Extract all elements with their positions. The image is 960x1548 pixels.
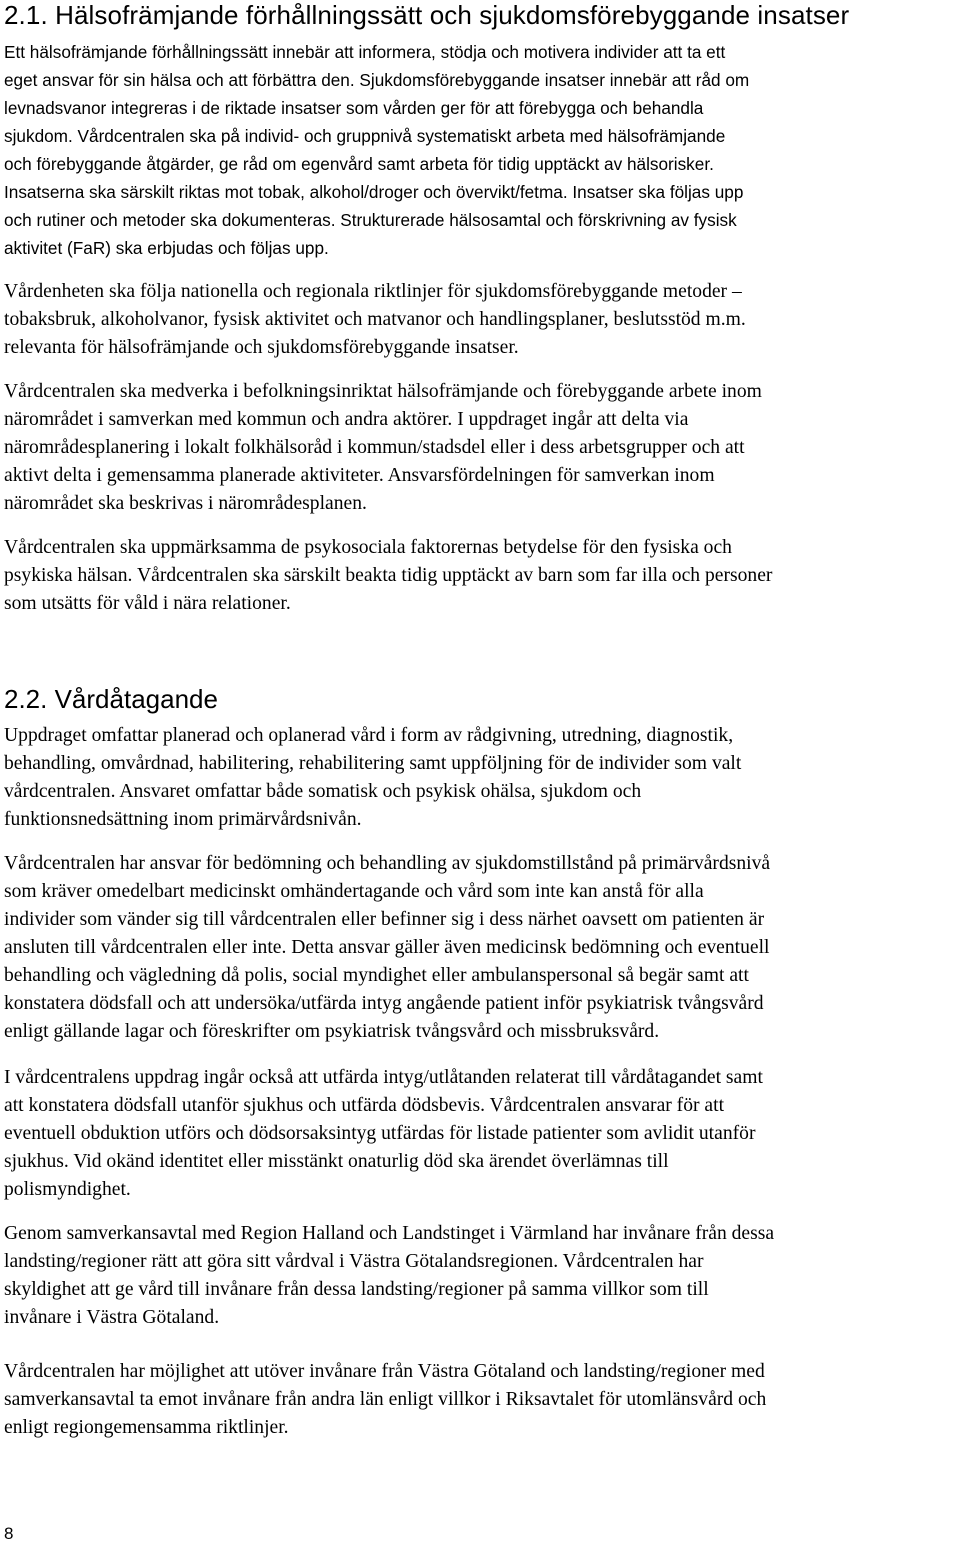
- paragraph-health-promotion: [4, 38, 960, 262]
- text-line: ansluten till vårdcentralen eller inte. Detta ansvar gäller även medicinsk bedömning och eventuell: [4, 937, 770, 958]
- text-line: skyldighet att ge vård till invånare från dessa landsting/regioner på samma villkor som till: [4, 1279, 709, 1300]
- text-line: närområdesplanering i lokalt folkhälsoråd i kommun/stadsdel eller i dess arbetsgrupper och att: [4, 437, 745, 458]
- text-line: att konstatera dödsfall utanför sjukhus och utfärda dödsbevis. Vårdcentralen ansvarar för att: [4, 1095, 725, 1116]
- text-line: invånare i Västra Götaland.: [4, 1307, 220, 1328]
- text-line: polismyndighet.: [4, 1179, 131, 1200]
- text-line: funktionsnedsättning inom primärvårdsnivån.: [4, 809, 362, 830]
- text-line: aktivt delta i gemensamma planerade aktiviteter. Ansvarsfördelningen för samverkan inom: [4, 465, 715, 486]
- text-line: Vårdcentralen ska medverka i befolkningsinriktat hälsofrämjande och förebyggande arbete inom: [4, 381, 762, 402]
- paragraph-care-scope: [4, 722, 960, 834]
- text-line: sjukhus. Vid okänd identitet eller misstänkt onaturlig död ska ärendet överlämnas till: [4, 1151, 669, 1172]
- text-line: och rutiner och metoder ska dokumenteras. Strukturerade hälsosamtal och förskrivning av fysisk: [4, 210, 737, 230]
- section-heading-2-1: 2.1. Hälsofrämjande förhållningssätt och sjukdomsförebyggande insatser: [4, 0, 850, 30]
- text-line: individer som vänder sig till vårdcentralen eller befinner sig i dess närhet oavsett om patienten är: [4, 909, 765, 930]
- text-line: psykiska hälsan. Vårdcentralen ska särskilt beakta tidig upptäckt av barn som far illa och personer: [4, 565, 773, 586]
- text-line: sjukdom. Vårdcentralen ska på individ- och gruppnivå systematiskt arbeta med hälsofrämjande: [4, 126, 726, 146]
- text-line: tobaksbruk, alkoholvanor, fysisk aktivitet och matvanor och handlingsplaner, beslutsstöd m.m.: [4, 309, 746, 330]
- text-line: eget ansvar för sin hälsa och att förbättra den. Sjukdomsförebyggande insatser innebär att råd om: [4, 70, 750, 90]
- text-line: och förebyggande åtgärder, ge råd om egenvård samt arbeta för tidig upptäckt av hälsorisker.: [4, 154, 714, 174]
- paragraph-guidelines: [4, 278, 960, 362]
- text-line: levnadsvanor integreras i de riktade insatser som vården ger för att förebygga och behandla: [4, 98, 704, 118]
- text-line: behandling, omvårdnad, habilitering, rehabilitering samt uppföljning för de individer som valt: [4, 753, 742, 774]
- paragraph-population-work: [4, 378, 960, 518]
- text-line: Vårdenheten ska följa nationella och regionala riktlinjer för sjukdomsförebyggande metoder –: [4, 281, 742, 302]
- text-line: som kräver omedelbart medicinskt omhändertagande och vård som inte kan anstå för alla: [4, 881, 704, 902]
- text-line: Vårdcentralen har möjlighet att utöver invånare från Västra Götaland och landsting/regioner med: [4, 1361, 765, 1382]
- text-line: Insatserna ska särskilt riktas mot tobak, alkohol/droger och övervikt/fetma. Insatser ska följas upp: [4, 182, 744, 202]
- text-line: enligt regiongemensamma riktlinjer.: [4, 1417, 289, 1438]
- paragraph-cooperation-agreement: [4, 1220, 960, 1332]
- section-heading-2-2: 2.2. Vårdåtagande: [4, 684, 218, 714]
- text-line: Genom samverkansavtal med Region Halland och Landstinget i Värmland har invånare från dessa: [4, 1223, 775, 1244]
- paragraph-other-counties: [4, 1358, 960, 1442]
- text-line: behandling och vägledning då polis, social myndighet eller ambulanspersonal så begär samt att: [4, 965, 749, 986]
- text-line: enligt gällande lagar och föreskrifter om psykiatrisk tvångsvård och missbruksvård.: [4, 1021, 660, 1042]
- text-line: landsting/regioner rätt att göra sitt vårdval i Västra Götalandsregionen. Vårdcentralen har: [4, 1251, 704, 1272]
- text-line: vårdcentralen. Ansvaret omfattar både somatisk och psykisk ohälsa, sjukdom och: [4, 781, 642, 802]
- text-line: relevanta för hälsofrämjande och sjukdomsförebyggande insatser.: [4, 337, 519, 358]
- text-line: närområdet i samverkan med kommun och andra aktörer. I uppdraget ingår att delta via: [4, 409, 689, 430]
- text-line: som utsätts för våld i nära relationer.: [4, 593, 291, 614]
- text-line: samverkansavtal ta emot invånare från andra län enligt villkor i Riksavtalet för utomlänsvård och: [4, 1389, 767, 1410]
- text-line: närområdet ska beskrivas i närområdesplanen.: [4, 493, 367, 514]
- text-line: eventuell obduktion utförs och dödsorsaksintyg utfärdas för listade patienter som avlidit utanför: [4, 1123, 756, 1144]
- paragraph-psychosocial: [4, 534, 960, 618]
- text-line: konstatera dödsfall och att undersöka/utfärda intyg angående patient inför psykiatrisk tvångsvård: [4, 993, 764, 1014]
- text-line: Ett hälsofrämjande förhållningssätt innebär att informera, stödja och motivera individer att ta ett: [4, 42, 726, 62]
- paragraph-acute-care: [4, 850, 960, 1046]
- paragraph-certificates: [4, 1064, 960, 1204]
- text-line: Vårdcentralen ska uppmärksamma de psykosociala faktorernas betydelse för den fysiska och: [4, 537, 732, 558]
- text-line: Vårdcentralen har ansvar för bedömning och behandling av sjukdomstillstånd på primärvårdsnivå: [4, 853, 771, 874]
- page-number: 8: [4, 1524, 14, 1543]
- text-line: Uppdraget omfattar planerad och oplanerad vård i form av rådgivning, utredning, diagnostik,: [4, 725, 734, 746]
- text-line: I vårdcentralens uppdrag ingår också att utfärda intyg/utlåtanden relaterat till vårdåtagandet samt: [4, 1067, 763, 1088]
- text-line: aktivitet (FaR) ska erbjudas och följas upp.: [4, 238, 329, 258]
